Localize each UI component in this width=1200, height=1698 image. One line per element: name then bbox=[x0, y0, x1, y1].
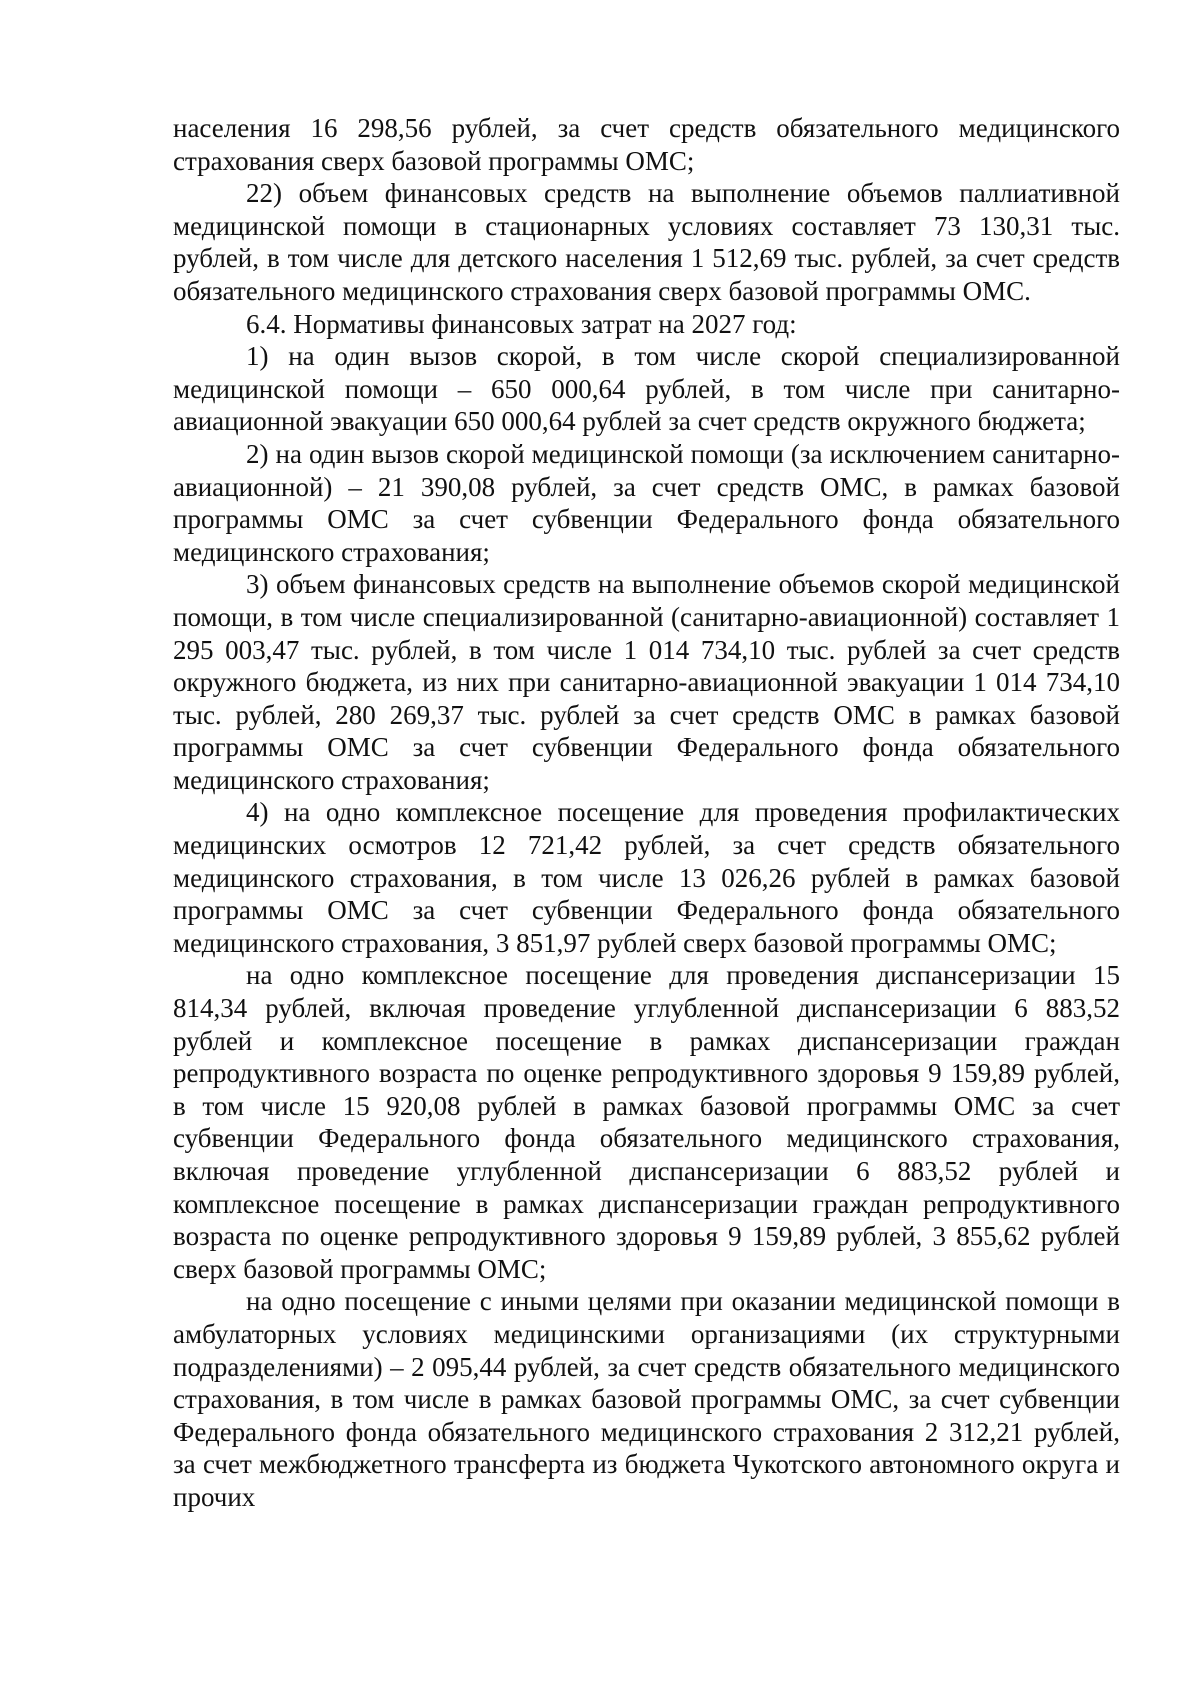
paragraph-item-2: 2) на один вызов скорой медицинской помощи (за исключением санитарно-авиационной) – 21 390,08 рублей, за счет средств ОМС, в рамках базовой программы ОМС за счет субвенции Федерального фонда обязательного медицинского страхования; bbox=[173, 438, 1120, 567]
section-heading-6-4: 6.4. Нормативы финансовых затрат на 2027 год: bbox=[246, 308, 797, 339]
paragraph-continuation: населения 16 298,56 рублей, за счет средств обязательного медицинского страхования сверх базовой программы ОМС; bbox=[173, 113, 1120, 176]
paragraph-item-3: 3) объем финансовых средств на выполнение объемов скорой медицинской помощи, в том числе специализированной (санитарно-авиационной) составляет 1 295 003,47 тыс. рублей, в том числе 1 014 734,10 тыс. рублей за счет средств окружного бюджета, из них при санитарно-авиационной эвакуации 1 014 734,10 тыс. рублей, 280 269,37 тыс. рублей за счет средств ОМС в рамках базовой программы ОМС за счет субвенции Федерального фонда обязательного медицинского страхования; bbox=[173, 569, 1120, 795]
paragraph-other-visits: на одно посещение с иными целями при оказании медицинской помощи в амбулаторных условиях медицинскими организациями (их структурными подразделениями) – 2 095,44 рублей, за счет средств обязательного медицинского страхования, в том числе в рамках базовой программы ОМС, за счет субвенции Федерального фонда обязательного медицинского страхования 2 312,21 рублей, за счет межбюджетного трансферта из бюджета Чукотского автономного округа и прочих bbox=[173, 1286, 1120, 1512]
paragraph-item-22: 22) объем финансовых средств на выполнение объемов паллиативной медицинской помощи в стационарных условиях составляет 73 130,31 тыс. рублей, в том числе для детского населения 1 512,69 тыс. рублей, за счет средств обязательного медицинского страхования сверх базовой программы ОМС. bbox=[173, 178, 1120, 306]
document-page bbox=[173, 112, 1120, 1514]
paragraph-item-1: 1) на один вызов скорой, в том числе скорой специализированной медицинской помощи – 650 000,64 рублей, в том числе при санитарно-авиационной эвакуации 650 000,64 рублей за счет средств окружного бюджета; bbox=[173, 341, 1120, 437]
paragraph-dispanserization: на одно комплексное посещение для проведения диспансеризации 15 814,34 рублей, включая проведение углубленной диспансеризации 6 883,52 рублей и комплексное посещение в рамках диспансеризации граждан репродуктивного возраста по оценке репродуктивного здоровья 9 159,89 рублей, в том числе 15 920,08 рублей в рамках базовой программы ОМС за счет субвенции Федерального фонда обязательного медицинского страхования, включая проведение углубленной диспансеризации 6 883,52 рублей и комплексное посещение в рамках диспансеризации граждан репродуктивного возраста по оценке репродуктивного здоровья 9 159,89 рублей, 3 855,62 рублей сверх базовой программы ОМС; bbox=[173, 960, 1120, 1284]
paragraph-item-4: 4) на одно комплексное посещение для проведения профилактических медицинских осмотров 12 721,42 рублей, за счет средств обязательного медицинского страхования, в том числе 13 026,26 рублей в рамках базовой программы ОМС за счет субвенции Федерального фонда обязательного медицинского страхования, 3 851,97 рублей сверх базовой программы ОМС; bbox=[173, 797, 1120, 958]
